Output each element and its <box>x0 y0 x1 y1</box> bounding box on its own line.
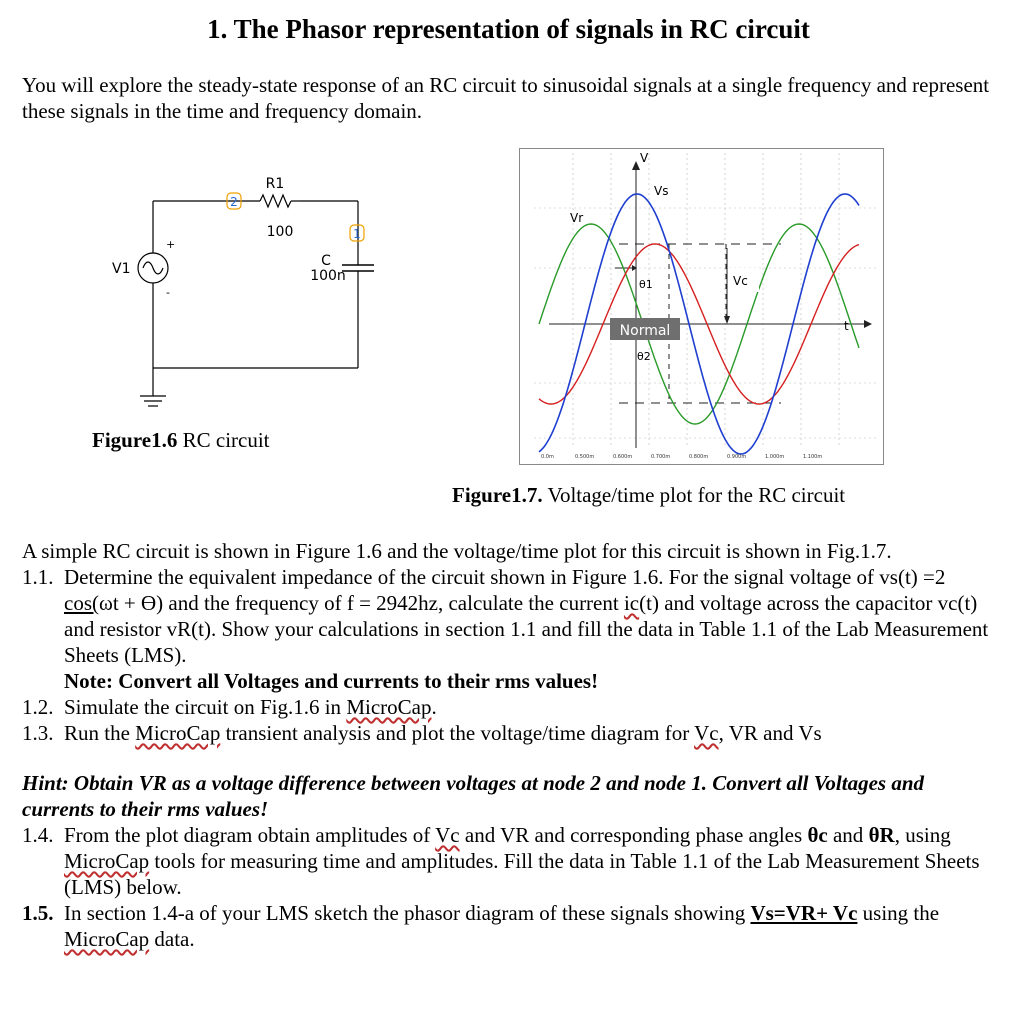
item-1-5: 1.5. In section 1.4-a of your LMS sketch the phasor diagram of these signals showing Vs=VR+ Vc using the MicroCap data. <box>22 901 940 951</box>
resistor-r1 <box>260 195 291 207</box>
vc-label: Vc <box>733 274 748 288</box>
source-name: V1 <box>112 261 131 277</box>
c-value: 100n <box>310 268 346 284</box>
vr-label: Vr <box>570 211 584 225</box>
rc-circuit-diagram <box>100 168 390 408</box>
page-title: 1. The Phasor representation of signals in RC circuit <box>207 14 810 44</box>
source-plus: + <box>166 238 176 251</box>
r1-name: R1 <box>265 176 285 192</box>
item-1-1: 1.1. Determine the equivalent impedance of the circuit shown in Figure 1.6. For the signal voltage of vs(t) =2 cos(ωt + Ө) and the frequency of f = 2942hz, calculate the current ic(t) and voltage across the capacitor vc(t) and resistor vR(t). Show your calculations in section 1.1 and fill the data in Table 1.1 of the Lab Measurement Sheets (LMS). Note: Convert all Voltages and currents to their rms values! <box>22 564 997 694</box>
item-1-4: 1.4. From the plot diagram obtain amplitudes of Vc and VR and corresponding phase angles θc and θR, using MicroCap tools for measuring time and amplitudes. Fill the data in Table 1.1 of the Lab Measurement Sheets (LMS) below. <box>22 823 980 899</box>
voltage-time-plot <box>519 148 884 466</box>
item-1-3: 1.3. Run the MicroCap transient analysis and plot the voltage/time diagram for Vc, VR and Vs <box>22 721 822 745</box>
figure-1-6-caption: Figure1.6 RC circuit <box>92 428 270 452</box>
theta1-label: θ1 <box>639 278 653 291</box>
x-tick-label: 0.500m <box>575 454 595 460</box>
instructions-body <box>22 538 997 952</box>
x-axis-label: t <box>844 319 849 333</box>
c-name: C <box>321 253 331 269</box>
x-tick-label: 0.900m <box>727 454 747 460</box>
theta2-label: θ2 <box>637 350 651 363</box>
x-tick-label: 0.700m <box>651 454 671 460</box>
y-axis-label: V <box>640 151 649 165</box>
x-tick-label: 1.000m <box>765 454 785 460</box>
vs-label: Vs <box>654 184 669 198</box>
note-rms: Note: Convert all Voltages and currents to their rms values! <box>64 669 599 693</box>
hint-paragraph: Hint: Obtain VR as a voltage difference between voltages at node 2 and node 1. Convert all Voltages and currents to their rms values! <box>22 771 925 821</box>
normal-label: Normal <box>619 323 671 339</box>
x-tick-label: 1.100m <box>803 454 823 460</box>
figure-1-7-caption: Figure1.7. Voltage/time plot for the RC circuit <box>452 483 846 507</box>
item-1-2: 1.2. Simulate the circuit on Fig.1.6 in MicroCap. <box>22 695 437 719</box>
lead-paragraph: A simple RC circuit is shown in Figure 1.6 and the voltage/time plot for this circuit is shown in Fig.1.7. <box>22 539 892 563</box>
x-tick-label: 0.800m <box>689 454 709 460</box>
intro-paragraph: You will explore the steady-state response of an RC circuit to sinusoidal signals at a single frequency and represent these signals in the time and frequency domain. <box>22 73 990 123</box>
x-tick-label: 0.0m <box>541 454 554 460</box>
node-2-label: 2 <box>230 195 238 209</box>
node-1-label: 1 <box>353 227 361 241</box>
x-tick-label: 0.600m <box>613 454 633 460</box>
source-minus: - <box>166 286 170 299</box>
r1-value: 100 <box>266 224 294 240</box>
